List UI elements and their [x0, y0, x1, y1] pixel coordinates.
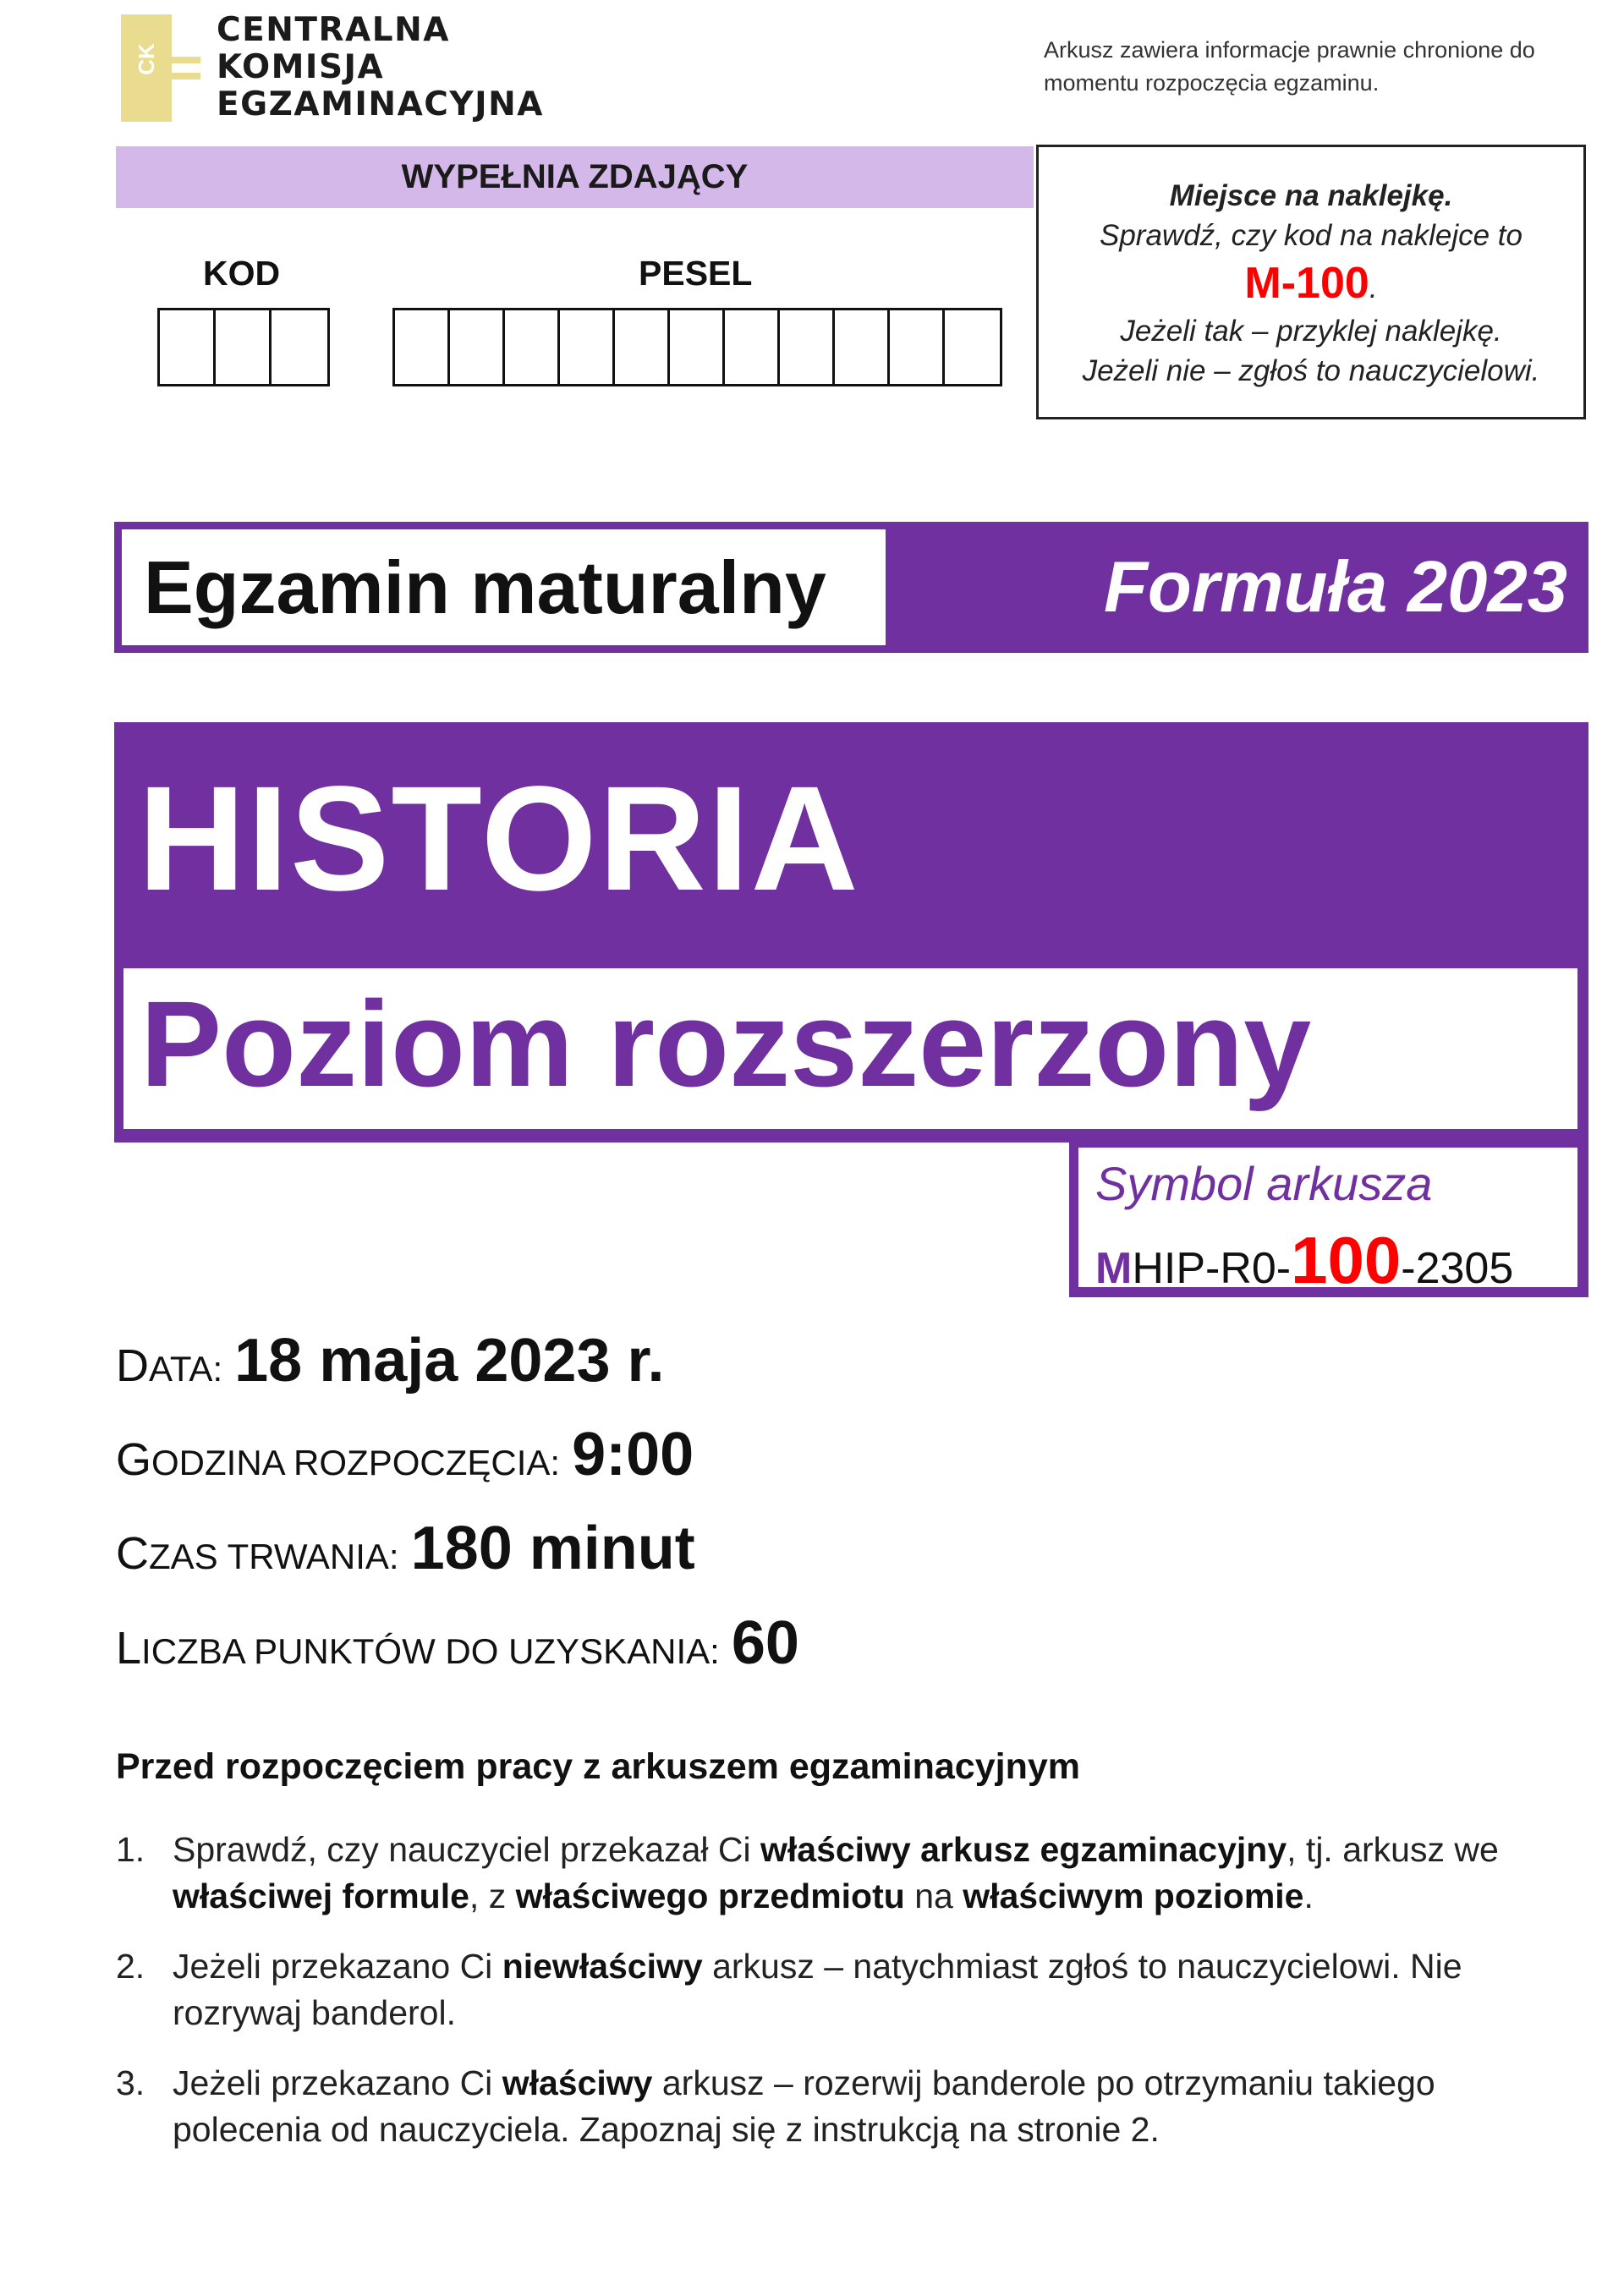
kod-cell[interactable] — [216, 310, 272, 384]
detail-points — [116, 1608, 799, 1678]
symbol-prefix-m: M — [1095, 1244, 1133, 1293]
pesel-boxes[interactable] — [392, 308, 1002, 386]
sticker-box — [1036, 145, 1586, 419]
instruction-item — [116, 1943, 1588, 2036]
detail-label-first: G — [116, 1434, 152, 1485]
instructions-heading: Przed rozpoczęciem pracy z arkuszem egzaminacyjnym — [116, 1746, 1080, 1787]
instruction-item — [116, 2060, 1588, 2153]
instruction-bold-run: niewłaściwy — [502, 1947, 703, 1986]
sticker-no-text: Jeżeli nie – zgłoś to nauczycielowi. — [1082, 354, 1540, 387]
logo-letters: CK — [134, 43, 159, 75]
instruction-bold-run: właściwym poziomie — [963, 1877, 1304, 1915]
instruction-run: Sprawdź, czy nauczyciel przekazał Ci — [173, 1830, 760, 1869]
sticker-title: Miejsce na naklejkę. — [1169, 179, 1453, 212]
pesel-cell[interactable] — [615, 310, 670, 384]
detail-value: 60 — [731, 1609, 799, 1677]
pesel-cell[interactable] — [890, 310, 945, 384]
instructions-list — [116, 1827, 1588, 2177]
instruction-run: arkusz – natychmiast zgłoś to nauczycielowi. Nie rozrywaj banderol. — [173, 1947, 1462, 2032]
detail-value: 180 minut — [410, 1515, 695, 1582]
instruction-number: 1. — [116, 1830, 145, 1869]
detail-label-rest: ICZBA PUNKTÓW DO UZYSKANIA: — [141, 1631, 720, 1671]
sheet-symbol-label: Symbol arkusza — [1095, 1157, 1433, 1210]
pesel-label: PESEL — [639, 254, 753, 293]
detail-label-first: C — [116, 1528, 149, 1579]
instruction-run: . — [1303, 1877, 1314, 1915]
subject-block — [114, 722, 1588, 1143]
symbol-prefix-rest: HIP-R0- — [1132, 1244, 1292, 1293]
kod-boxes[interactable] — [157, 308, 330, 386]
symbol-suffix: -2305 — [1401, 1244, 1514, 1293]
logo-line-3: EGZAMINACYJNA — [217, 85, 544, 123]
exam-name: Egzamin maturalny — [122, 529, 886, 645]
instruction-number: 2. — [116, 1947, 145, 1986]
sticker-code-suffix: . — [1369, 271, 1378, 304]
instruction-run: Jeżeli przekazano Ci — [173, 2063, 502, 2102]
detail-duration — [116, 1514, 695, 1583]
instruction-bold-run: właściwy — [502, 2063, 653, 2102]
detail-value: 9:00 — [572, 1421, 694, 1488]
instruction-run: Jeżeli przekazano Ci — [173, 1947, 502, 1986]
kod-cell[interactable] — [160, 310, 216, 384]
sticker-code: M-100 — [1244, 259, 1369, 308]
instruction-bold-run: właściwy arkusz egzaminacyjny — [760, 1830, 1287, 1869]
level-box — [123, 968, 1577, 1129]
instruction-run: , tj. arkusz we — [1287, 1830, 1499, 1869]
sticker-check-text: Sprawdź, czy kod na naklejce to — [1100, 219, 1522, 252]
logo-line-1: CENTRALNA — [217, 11, 450, 49]
detail-label-rest: ZAS TRWANIA: — [149, 1537, 399, 1576]
applicant-fill-bar: WYPEŁNIA ZDAJĄCY — [116, 146, 1034, 208]
instruction-bold-run: właściwego przedmiotu — [515, 1877, 905, 1915]
kod-cell[interactable] — [272, 310, 327, 384]
instruction-text — [173, 1943, 1588, 2036]
instruction-text — [173, 1827, 1588, 1920]
instruction-bold-run: właściwej formule — [173, 1877, 469, 1915]
pesel-cell[interactable] — [945, 310, 1000, 384]
logo-line-2: KOMISJA — [217, 48, 385, 86]
exam-formula: Formuła 2023 — [1103, 547, 1567, 627]
sheet-symbol-box — [1069, 1143, 1588, 1297]
pesel-cell[interactable] — [505, 310, 560, 384]
sticker-yes-text: Jeżeli tak – przyklej naklejkę. — [1120, 315, 1502, 348]
detail-label-first: D — [116, 1340, 149, 1391]
instruction-number: 3. — [116, 2063, 145, 2102]
pesel-cell[interactable] — [835, 310, 890, 384]
pesel-cell[interactable] — [670, 310, 725, 384]
cke-logo-mark — [121, 14, 200, 122]
sheet-symbol-code — [1095, 1222, 1513, 1299]
kod-label: KOD — [203, 254, 281, 293]
instruction-run: na — [904, 1877, 963, 1915]
pesel-cell[interactable] — [780, 310, 835, 384]
level-title: Poziom rozszerzony — [140, 976, 1312, 1112]
sheet-symbol-inner — [1078, 1148, 1577, 1297]
exam-banner — [114, 522, 1588, 653]
pesel-cell[interactable] — [450, 310, 505, 384]
pesel-cell[interactable] — [560, 310, 615, 384]
instruction-item — [116, 1827, 1588, 1920]
detail-label-rest: ATA: — [149, 1349, 223, 1389]
detail-value: 18 maja 2023 r. — [234, 1327, 665, 1395]
legal-note: Arkusz zawiera informacje prawnie chronione do momentu rozpoczęcia egzaminu. — [1044, 37, 1535, 96]
cke-logo-text — [217, 12, 544, 123]
detail-start-time — [116, 1420, 694, 1489]
detail-date — [116, 1326, 665, 1395]
symbol-number: 100 — [1291, 1223, 1402, 1297]
instruction-run: , z — [469, 1877, 516, 1915]
pesel-cell[interactable] — [395, 310, 450, 384]
detail-label-first: L — [116, 1623, 142, 1674]
instruction-run: arkusz – rozerwij banderole po otrzymaniu takiego polecenia od nauczyciela. Zapoznaj się z instrukcją na stronie 2. — [173, 2063, 1435, 2149]
subject-title: HISTORIA — [138, 756, 860, 922]
detail-label-rest: ODZINA ROZPOCZĘCIA: — [151, 1443, 561, 1482]
pesel-cell[interactable] — [725, 310, 780, 384]
instruction-text — [173, 2060, 1588, 2153]
